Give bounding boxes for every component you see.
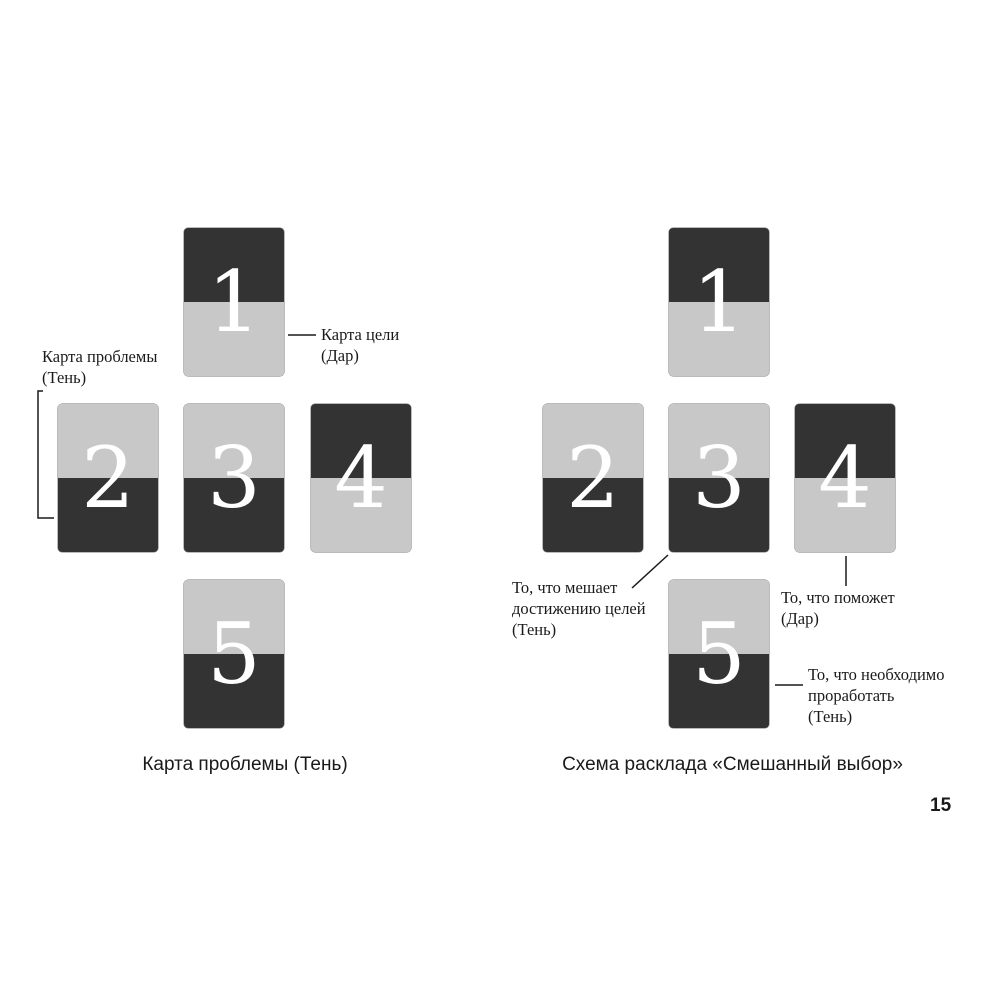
right-spread-caption: Схема расклада «Смешанный выбор» — [562, 754, 903, 775]
right-card-5 — [669, 580, 769, 728]
right-card-2 — [543, 404, 643, 552]
card-number: 1 — [692, 253, 746, 351]
label-line: достижению целей — [512, 599, 646, 618]
problem-label-bracket — [38, 391, 54, 518]
left-card-1 — [184, 228, 284, 376]
work-on-label — [808, 664, 945, 727]
label-line: проработать — [808, 686, 895, 705]
card-number: 4 — [334, 429, 388, 527]
card-number: 2 — [81, 429, 135, 527]
card-number: 3 — [207, 429, 261, 527]
right-card-4 — [795, 404, 895, 552]
label-line: То, что поможет — [781, 588, 895, 607]
problem-card-label — [42, 346, 157, 388]
right-card-3 — [669, 404, 769, 552]
card-number: 5 — [692, 605, 746, 703]
label-line: (Тень) — [42, 368, 87, 387]
hinders-label — [512, 577, 646, 640]
right-card-1 — [669, 228, 769, 376]
left-card-3 — [184, 404, 284, 552]
left-card-4 — [311, 404, 411, 552]
helps-label — [781, 587, 895, 629]
page-number: 15 — [930, 795, 952, 816]
label-line: (Тень) — [512, 620, 557, 639]
label-line: То, что мешает — [512, 578, 618, 597]
card-number: 4 — [818, 429, 872, 527]
card-number: 5 — [207, 605, 261, 703]
goal-card-label — [321, 324, 399, 366]
left-card-5 — [184, 580, 284, 728]
card-number: 2 — [566, 429, 620, 527]
label-line: (Дар) — [781, 609, 819, 628]
label-line: То, что необходимо — [808, 665, 945, 684]
label-line: Карта цели — [321, 325, 400, 344]
label-line: Карта проблемы — [42, 347, 158, 366]
left-spread-caption: Карта проблемы (Тень) — [142, 754, 348, 775]
card-number: 1 — [207, 253, 261, 351]
label-line: (Тень) — [808, 707, 853, 726]
label-line: (Дар) — [321, 346, 359, 365]
card-number: 3 — [692, 429, 746, 527]
left-card-2 — [58, 404, 158, 552]
